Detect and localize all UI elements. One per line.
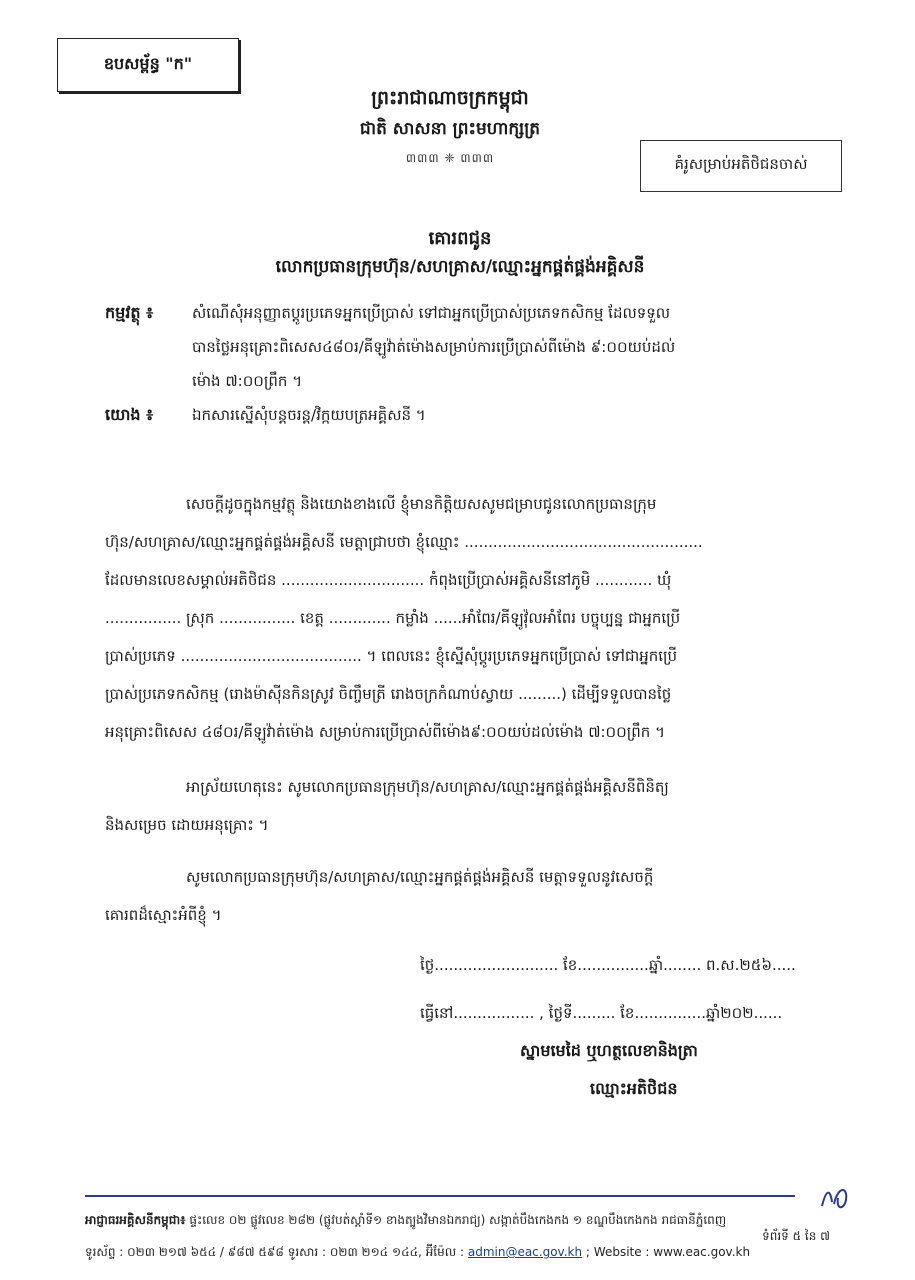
date-solar: ធ្វើនៅ................. , ថ្ងៃទី......... ខែ...............ឆ្នាំ២០២...... bbox=[420, 1004, 783, 1022]
body-para1-line-3: ដែលមានលេខសម្គាល់អតិថិជន .............................. កំពុងប្រើប្រាស់អគ្គិសនីនៅភូមិ ............ ឃុំ bbox=[105, 571, 672, 589]
initials-mark bbox=[818, 1180, 852, 1214]
body-para3-line-2: គោរពដ៏ស្មោះអំពីខ្ញុំ ។ bbox=[105, 906, 222, 924]
footer-phone: ទូរស័ព្ទ : ០២៣ ២១៧ ៦៥៤ / ៩៨៧ ៥៩៨ ទូរសារ : ០២៣ ២១៤ ១៤៤, អ៊ីម៉ែល : bbox=[85, 1245, 465, 1259]
footer-divider bbox=[85, 1195, 795, 1197]
subject-line-3: ម៉ោង ៧:០០ព្រឹក ។ bbox=[192, 372, 303, 390]
heading-ornament: ៣៣៣ ❈ ៣៣៣ bbox=[405, 151, 495, 165]
date-lunar: ថ្ងៃ.......................... ខែ...............ឆ្នាំ........ ព.ស.២៥៦..... bbox=[420, 956, 796, 974]
footer-email-link[interactable]: admin@eac.gov.kh bbox=[467, 1245, 583, 1259]
footer-org: អាជ្ញាធរអគ្គិសនីកម្ពុជា៖ bbox=[85, 1213, 186, 1227]
recipient: លោកប្រធានក្រុមហ៊ុន/សហគ្រាស/ឈ្មោះអ្នកផ្គត់ផ្គង់អគ្គិសនី bbox=[275, 257, 645, 277]
salutation: គោរពជូន bbox=[428, 228, 492, 249]
subject-line-1: សំណើសុំអនុញ្ញាតប្ដូរប្រភេទអ្នកប្រើប្រាស់ ទៅជាអ្នកប្រើប្រាស់ប្រភេទកសិកម្ម ដែលទទួល bbox=[192, 304, 671, 322]
subject-label: កម្មវត្ថុ ៖ bbox=[105, 303, 154, 322]
body-para1-line-1: សេចក្ដីដូចក្នុងកម្មវត្ថុ និងយោងខាងលើ ខ្ញុំមានកិត្តិយសសូមជម្រាបជូនលោកប្រធានក្រុម bbox=[186, 495, 657, 513]
reference-text: ឯកសារស្នើសុំបន្តចរន្ត/វិក្កយបត្រអគ្គិសនី ។ bbox=[192, 406, 426, 424]
body-para1-line-5: ប្រាស់ប្រភេទ ...................................... ។ ពេលនេះ ខ្ញុំស្នើសុំប្ដូរប្រភេទអ្នកប្រើប្រាស់ ទៅជាអ្នកប្រើ bbox=[105, 647, 678, 665]
body-para1-line-4: ................ ស្រុក ................ ខេត្ត ............. កម្លាំង ......អាំពែរ/គីឡូវ៉ុលអាំពែរ បច្ចុប្បន្ន ជាអ្នកប្រើ bbox=[105, 609, 681, 627]
annex-label-box bbox=[57, 38, 239, 92]
body-para2-line-1: អាស្រ័យហេតុនេះ សូមលោកប្រធានក្រុមហ៊ុន/សហគ្រាស/ឈ្មោះអ្នកផ្គត់ផ្គង់អគ្គិសនីពិនិត្យ bbox=[186, 778, 669, 796]
subject-line-2: បានថ្លៃអនុគ្រោះពិសេស៤៨០រ/គីឡូវ៉ាត់ម៉ោងសម្រាប់ការប្រើប្រាស់ពីម៉ោង ៩:០០យប់ដល់ bbox=[192, 338, 676, 356]
body-para2-line-2: និងសម្រេច ដោយអនុគ្រោះ ។ bbox=[105, 816, 269, 834]
body-para1-line-6: ប្រាស់ប្រភេទកសិកម្ម (រោងម៉ាស៊ីនកិនស្រូវ ចិញ្ចឹមត្រី រោងចក្រកំណាប់ស្វាយ .........) ដើម្បីទទួលបានថ្លៃ bbox=[105, 685, 672, 703]
signature-line: ស្នាមមេដៃ ឬហត្ថលេខានិងត្រា bbox=[520, 1041, 698, 1060]
reference-label: យោង ៖ bbox=[105, 405, 154, 424]
footer-address-line bbox=[85, 1212, 805, 1230]
footer-address: ផ្ទះលេខ ០២ ផ្លូវលេខ ២៨២ (ផ្លូវបត់ស្ដាំទី១ ខាងត្បូងវិមានឯករាជ្យ) សង្កាត់បឹងកេងកង ១ ខណ្ឌបឹងកេងកង រាជធានីភ្នំពេញ bbox=[189, 1213, 727, 1227]
form-type-box bbox=[640, 140, 842, 192]
annex-label: ឧបសម្ព័ន្ធ "ក" bbox=[103, 54, 193, 73]
body-para1-line-7: អនុគ្រោះពិសេស ៤៨០រ/គីឡូវ៉ាត់ម៉ោង សម្រាប់ការប្រើប្រាស់ពីម៉ោង៩:០០យប់ដល់ម៉ោង ៧:០០ព្រឹក ។ bbox=[105, 723, 665, 741]
footer-website: ; Website : www.eac.gov.kh bbox=[585, 1245, 751, 1259]
footer-page-number: ទំព័រទី ៥ នៃ ៧ bbox=[762, 1229, 830, 1243]
national-motto: ជាតិ សាសនា ព្រះមហាក្សត្រ bbox=[359, 119, 541, 139]
body-para3-line-1: សូមលោកប្រធានក្រុមហ៊ុន/សហគ្រាស/ឈ្មោះអ្នកផ្គត់ផ្គង់អគ្គិសនី មេត្តាទទួលនូវសេចក្ដី bbox=[186, 868, 654, 886]
body-para1-line-2: ហ៊ុន/សហគ្រាស/ឈ្មោះអ្នកផ្គត់ផ្គង់អគ្គិសនី មេត្តាជ្រាបថា ខ្ញុំឈ្មោះ .................................................. bbox=[105, 533, 703, 551]
footer-contact-line bbox=[85, 1244, 845, 1262]
signature-name: ឈ្មោះអតិថិជន bbox=[590, 1079, 678, 1098]
kingdom-heading: ព្រះរាជាណាចក្រកម្ពុជា bbox=[371, 87, 529, 109]
form-type-label: គំរូសម្រាប់អតិថិជនចាស់ bbox=[674, 155, 808, 173]
